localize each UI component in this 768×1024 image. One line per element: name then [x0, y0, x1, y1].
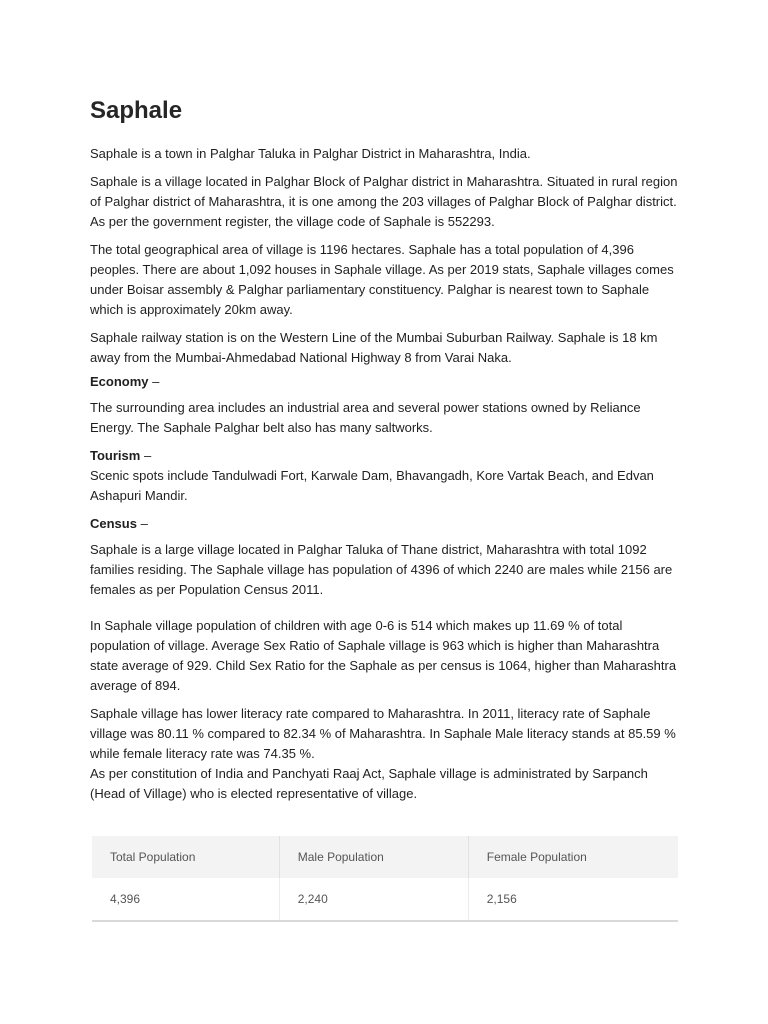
economy-dash: – [148, 374, 160, 389]
economy-label: Economy [90, 374, 149, 389]
area-population-paragraph: The total geographical area of village is 1196 hectares. Saphale has a total population of 4,396 peoples. There are about 1,092 houses in Saphale village. As per 2019 stats, Saphale villages comes under Boisar assembly & Palghar parliamentary constituency. Palghar is nearest town to Saphale which is approximately 20km away. [90, 242, 674, 317]
census-label: Census [90, 516, 137, 531]
cell-total-population: 4,396 [92, 878, 279, 920]
economy-paragraph: The surrounding area includes an industrial area and several power stations owned by Reliance Energy. The Saphale Palghar belt also has many saltworks. [90, 400, 641, 435]
census-literacy-paragraph: Saphale village has lower literacy rate compared to Maharashtra. In 2011, literacy rate of Saphale village was 80.11 % compared to 82.34 % of Maharashtra. In Saphale Male literacy stands at 85.59 % while female literacy rate was 74.35 %. [90, 706, 676, 761]
tourism-dash: – [140, 448, 152, 463]
table-header-row [92, 836, 678, 878]
tourism-heading [90, 446, 680, 466]
tourism-paragraph: Scenic spots include Tandulwadi Fort, Karwale Dam, Bhavangadh, Kore Vartak Beach, and Edvan Ashapuri Mandir. [90, 468, 654, 503]
census-sex-ratio-paragraph: In Saphale village population of children with age 0-6 is 514 which makes up 11.69 % of total population of village. Average Sex Ratio of Saphale village is 963 which is higher than Maharashtra state average of 929. Child Sex Ratio for the Saphale as per census is 1064, higher than Maharashtra average of 894. [90, 618, 677, 693]
table-row [92, 878, 678, 920]
census-families-paragraph: Saphale is a large village located in Palghar Taluka of Thane district, Maharashtra with total 1092 families residing. The Saphale village has population of 4396 of which 2240 are males while 2156 are females as per Population Census 2011. [90, 542, 673, 597]
document-body [90, 96, 680, 804]
census-heading [90, 514, 680, 534]
railway-paragraph: Saphale railway station is on the Western Line of the Mumbai Suburban Railway. Saphale is 18 km away from the Mumbai-Ahmedabad National Highway 8 from Varai Naka. [90, 330, 658, 365]
cell-male-population: 2,240 [279, 878, 468, 920]
village-paragraph: Saphale is a village located in Palghar Block of Palghar district in Maharashtra. Situated in rural region of Palghar district of Maharashtra, it is one among the 203 villages of Palghar Block of Palghar district. As per the government register, the village code of Saphale is 552293. [90, 174, 678, 229]
economy-heading [90, 372, 680, 392]
header-male-population: Male Population [279, 836, 468, 878]
header-total-population: Total Population [92, 836, 279, 878]
tourism-label: Tourism [90, 448, 141, 463]
page-title: Saphale [90, 97, 183, 124]
population-table [92, 836, 678, 922]
census-dash: – [136, 516, 148, 531]
header-female-population: Female Population [468, 836, 678, 878]
cell-female-population: 2,156 [468, 878, 678, 920]
intro-paragraph: Saphale is a town in Palghar Taluka in Palghar District in Maharashtra, India. [90, 146, 531, 161]
administration-paragraph: As per constitution of India and Panchyati Raaj Act, Saphale village is administrated by Sarpanch (Head of Village) who is elected representative of village. [90, 766, 648, 801]
